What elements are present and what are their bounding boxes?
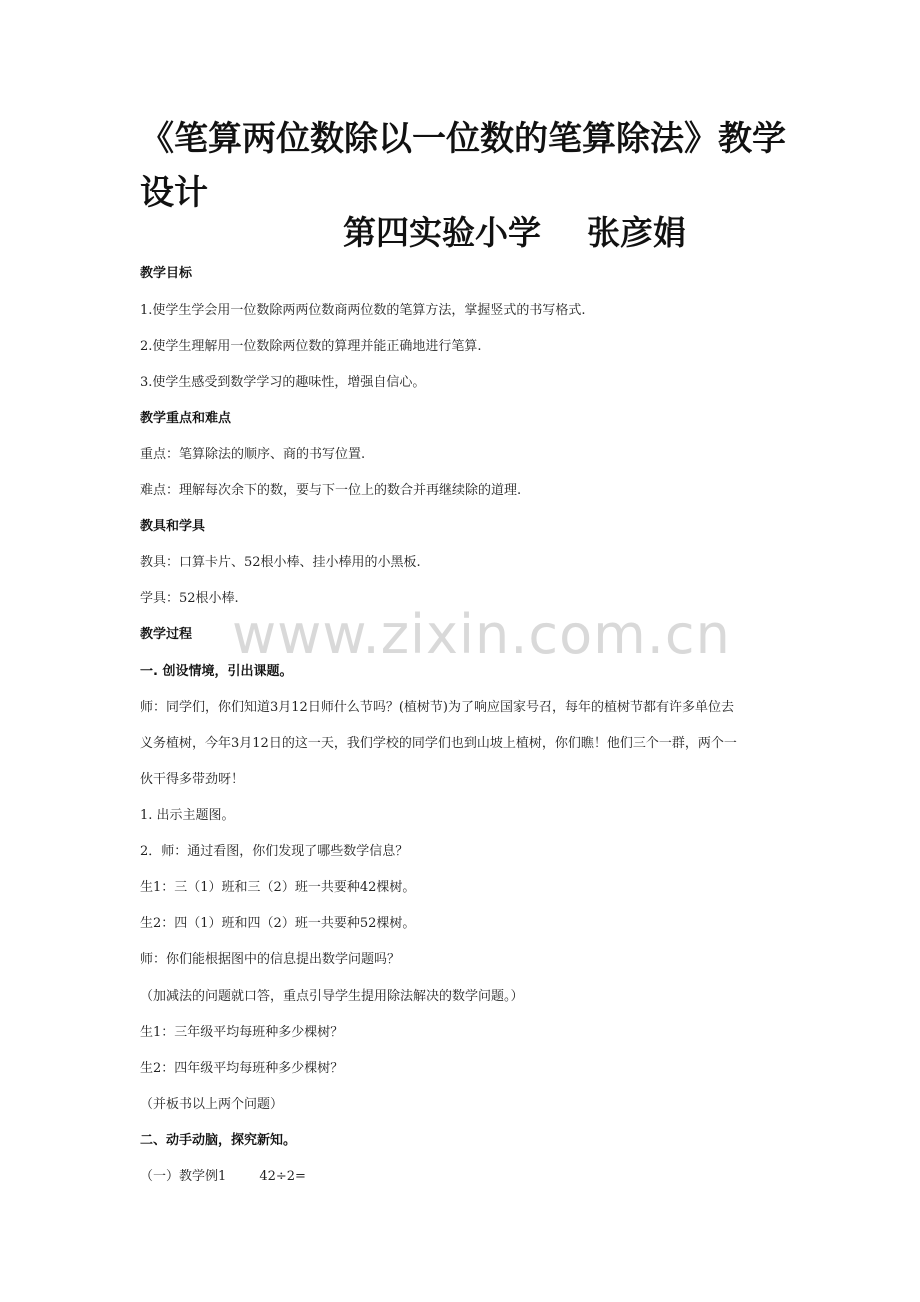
- tools-heading: 教具和学具: [140, 519, 206, 534]
- part1-heading: 一. 创设情境，引出课题。: [140, 664, 293, 679]
- goal-2: 2.使学生理解用一位数除两位数的算理并能正确地进行笔算.: [140, 339, 482, 354]
- note-2: （并板书以上两个问题）: [140, 1097, 284, 1112]
- part2-heading: 二、动手动脑，探究新知。: [140, 1133, 297, 1148]
- goal-1: 1.使学生学会用一位数除两两位数商两位数的笔算方法，掌握竖式的书写格式.: [140, 303, 586, 318]
- example-1: （一）教学例1 42÷2=: [140, 1169, 306, 1184]
- teacher-tools: 教具：口算卡片、52根小棒、挂小棒用的小黑板.: [140, 555, 421, 570]
- teacher-question: 师：你们能根据图中的信息提出数学问题吗？: [140, 952, 401, 967]
- watermark-text: www.zixin.com.cn: [232, 603, 731, 666]
- part1-paragraph-line-2: 义务植树，今年3月12日的这一天，我们学校的同学们也到山坡上植树，你们瞧！他们三个一群，两个一: [140, 736, 737, 751]
- author-line: 第四实验小学 张彦娟: [343, 213, 686, 252]
- goal-3: 3.使学生感受到数学学习的趣味性，增强自信心。: [140, 375, 426, 390]
- process-heading: 教学过程: [140, 627, 193, 642]
- goals-heading: 教学目标: [140, 266, 193, 281]
- student-tools: 学具：52根小棒.: [140, 591, 239, 606]
- student1-question: 生1：三年级平均每班种多少棵树？: [140, 1025, 344, 1040]
- part1-paragraph-line-1: 师：同学们，你们知道3月12日师什么节吗？(植树节)为了响应国家号召，每年的植树节都有许多单位去: [140, 700, 734, 715]
- student2-info: 生2：四（1）班和四（2）班一共要种52棵树。: [140, 916, 416, 931]
- part1-paragraph-line-3: 伙干得多带劲呀！: [140, 772, 245, 787]
- key-heading: 教学重点和难点: [140, 411, 232, 426]
- student2-question: 生2：四年级平均每班种多少棵树？: [140, 1061, 344, 1076]
- step-2: 2．师：通过看图，你们发现了哪些数学信息？: [140, 844, 409, 859]
- step-1: 1. 出示主题图。: [140, 808, 235, 823]
- document-title: 《笔算两位数除以一位数的笔算除法》教学设计: [140, 119, 786, 213]
- key-point: 重点：笔算除法的顺序、商的书写位置.: [140, 447, 366, 462]
- student1-info: 生1：三（1）班和三（2）班一共要种42棵树。: [140, 880, 416, 895]
- note-1: （加减法的问题就口答，重点引导学生提用除法解决的数学问题。）: [140, 989, 524, 1004]
- difficulty-point: 难点：理解每次余下的数，要与下一位上的数合并再继续除的道理.: [140, 483, 522, 498]
